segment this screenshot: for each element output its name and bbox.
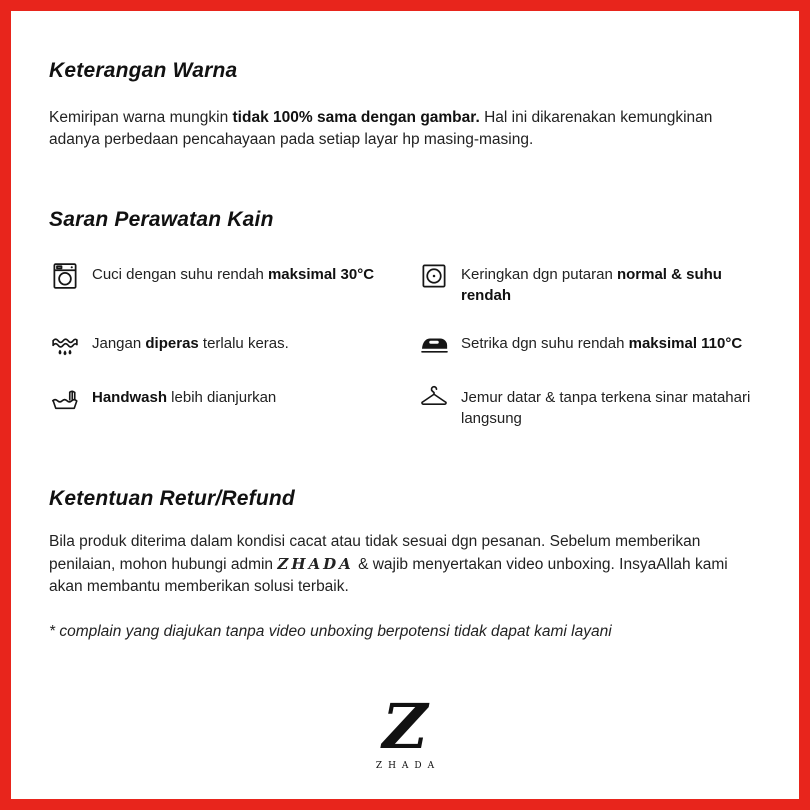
iron-icon (418, 329, 450, 361)
care-section (49, 208, 761, 429)
handwash-icon (49, 383, 81, 415)
refund-section (49, 487, 761, 640)
hanger-icon (418, 383, 450, 415)
care-item-text: Handwash lebih dianjurkan (92, 388, 277, 406)
complaint-note: * complain yang diajukan tanpa video unboxing berpotensi tidak dapat kami layani (49, 622, 612, 640)
refund-body-post: & wajib menyertakan video unboxing. InsyaAllah kami akan membantu memberikan solusi terbaik. (49, 555, 728, 596)
brand-name-inline: ZHADA (277, 554, 354, 573)
brand-logo-letter: Z (382, 690, 428, 763)
color-section (49, 59, 761, 152)
care-item-text: Jangan diperas terlalu keras. (92, 334, 289, 352)
color-section-body (49, 107, 761, 152)
care-item-text: Keringkan dgn putaran normal & suhu rendah (461, 265, 722, 305)
care-item-hangdry (418, 383, 761, 430)
care-item-dry (418, 260, 761, 307)
care-section-title: Saran Perawatan Kain (49, 207, 274, 231)
brand-logo (11, 690, 799, 771)
care-item-wring (49, 329, 404, 361)
refund-section-body (49, 531, 761, 598)
color-section-title: Keterangan Warna (49, 59, 238, 82)
care-item-text: Setrika dgn suhu rendah maksimal 110°C (461, 334, 743, 352)
no-wring-icon (49, 329, 81, 361)
care-item-iron (418, 329, 761, 361)
care-grid (49, 260, 761, 429)
brand-logo-name: ZHADA (375, 761, 441, 771)
care-item-wash (49, 260, 404, 292)
care-item-text: Cuci dengan suhu rendah maksimal 30°C (92, 265, 375, 283)
care-item-handwash (49, 383, 404, 415)
color-body-pre: Kemiripan warna mungkin (49, 109, 233, 126)
refund-body-pre: Bila produk diterima dalam kondisi cacat atau tidak sesuai dgn pesanan. Sebelum memberikan penilaian, mohon hubungi admin (49, 533, 701, 573)
color-body-bold: tidak 100% sama dengan gambar. (232, 109, 480, 126)
refund-section-title: Ketentuan Retur/Refund (49, 487, 295, 511)
color-body-post: Hal ini dikarenakan kemungkinan adanya perbedaan pencahayaan pada setiap layar hp masing-masing. (49, 109, 713, 149)
tumble-dry-icon (418, 260, 450, 292)
care-item-text: Jemur datar & tanpa terkena sinar matahari langsung (461, 388, 751, 427)
washing-machine-icon (49, 260, 81, 292)
